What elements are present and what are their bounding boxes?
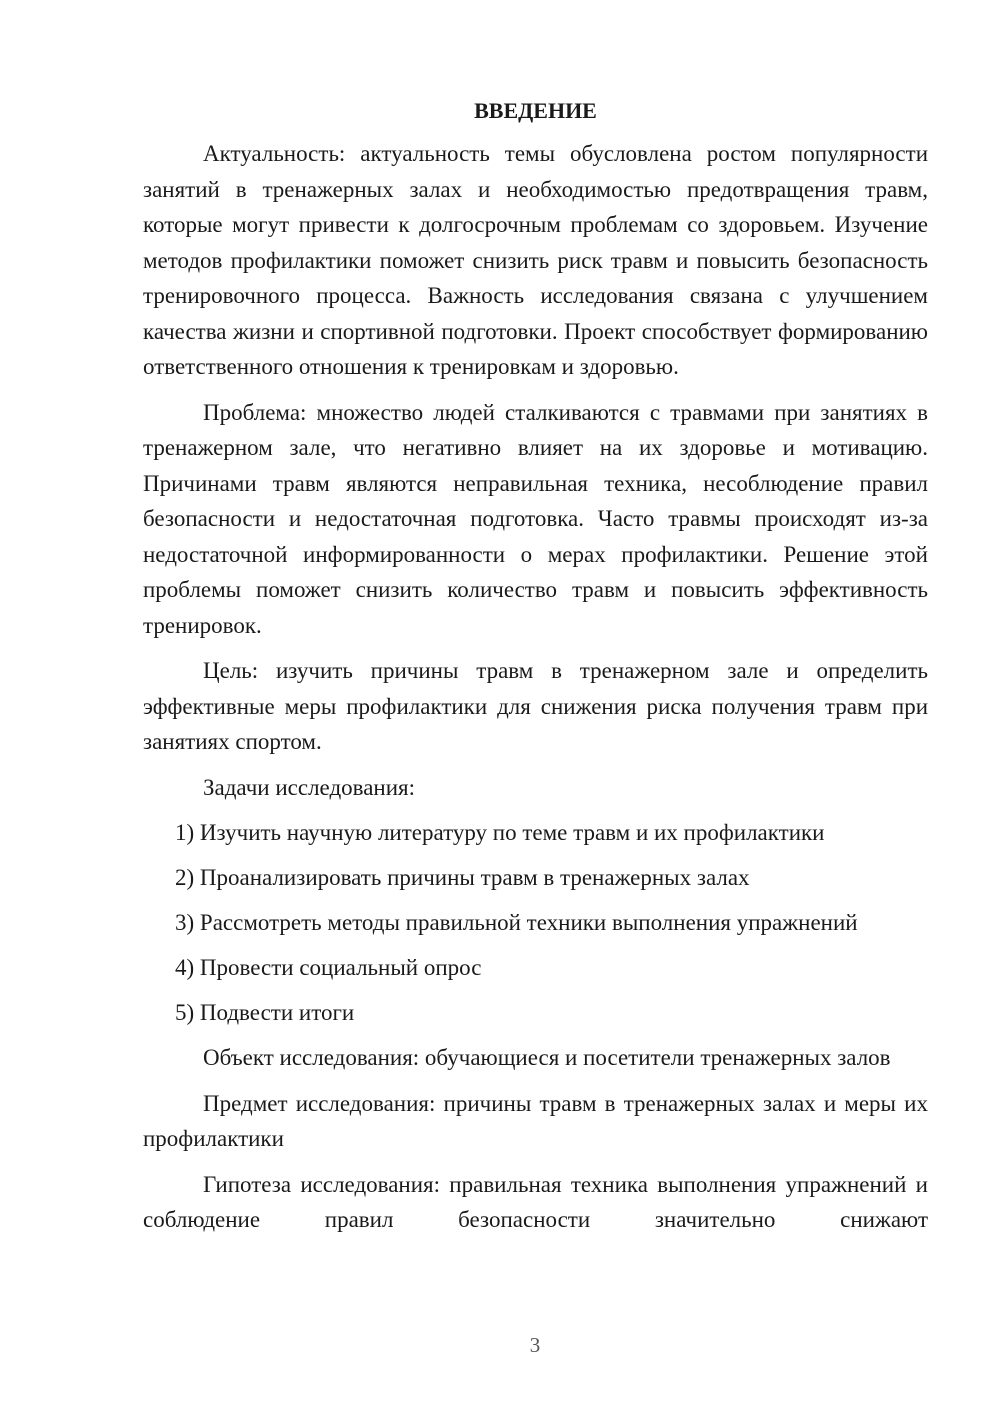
list-item: 4) Провести социальный опрос bbox=[175, 955, 482, 980]
document-page bbox=[143, 96, 928, 1248]
hypothesis-paragraph: Гипотеза исследования: правильная техника выполнения упражнений и соблюдение правил безопасности значительно снижают bbox=[143, 1171, 928, 1232]
problem-paragraph: Проблема: множество людей сталкиваются с травмами при занятиях в тренажерном зале, что негативно влияет на их здоровье и мотивацию. Причинами травм являются неправильная техника, несоблюдение правил безопасности и недостаточная подготовка. Часто травмы происходят из-за недостаточной информированности о мерах профилактики. Решение этой проблемы поможет снизить количество травм и повысить эффективность тренировок. bbox=[143, 399, 928, 638]
list-item: 2) Проанализировать причины травм в тренажерных залах bbox=[175, 865, 750, 890]
document-title: ВВЕДЕНИЕ bbox=[474, 98, 597, 123]
tasks-heading: Задачи исследования: bbox=[203, 774, 416, 800]
list-item: 5) Подвести итоги bbox=[175, 1000, 355, 1025]
relevance-paragraph: Актуальность: актуальность темы обусловлена ростом популярности занятий в тренажерных залах и необходимостью предотвращения травм, которые могут привести к долгосрочным проблемам со здоровьем. Изучение методов профилактики поможет снизить риск травм и повысить безопасность тренировочного процесса. Важность исследования связана с улучшением качества жизни и спортивной подготовки. Проект способствует формированию ответственного отношения к тренировкам и здоровью. bbox=[143, 141, 928, 379]
subject-paragraph: Предмет исследования: причины травм в тренажерных залах и меры их профилактики bbox=[143, 1090, 928, 1151]
object-paragraph: Объект исследования: обучающиеся и посетители тренажерных залов bbox=[203, 1045, 891, 1070]
page-number: 3 bbox=[529, 1333, 541, 1357]
list-item: 1) Изучить научную литературу по теме травм и их профилактики bbox=[175, 820, 825, 845]
goal-paragraph: Цель: изучить причины травм в тренажерном зале и определить эффективные меры профилактики для снижения риска получения травм при занятиях спортом. bbox=[143, 658, 928, 754]
list-item: 3) Рассмотреть методы правильной техники выполнения упражнений bbox=[175, 910, 858, 935]
tasks-list bbox=[143, 815, 928, 1031]
